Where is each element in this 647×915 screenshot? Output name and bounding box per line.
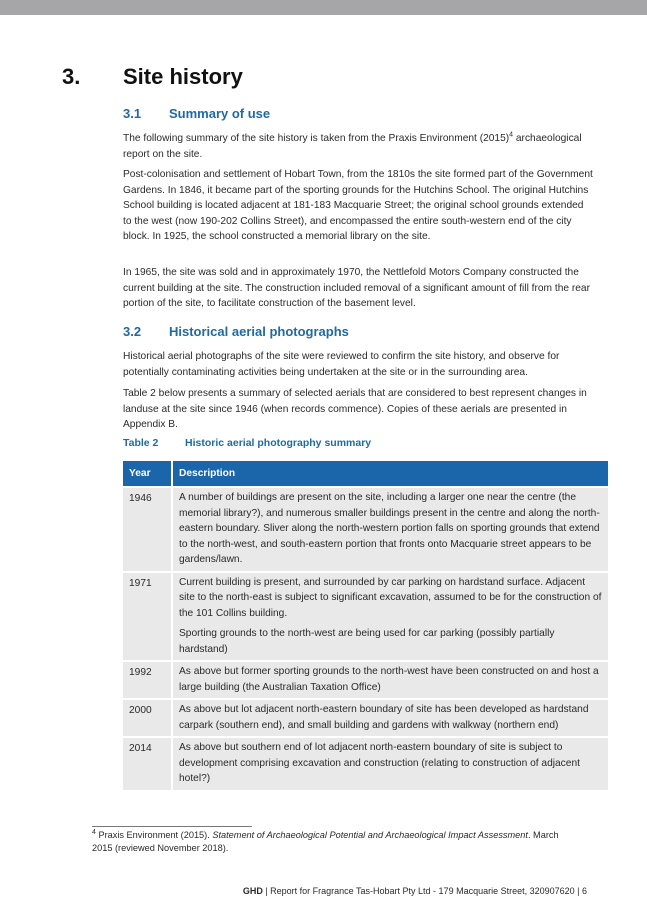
footer-brand: GHD — [242, 886, 263, 896]
page-footer — [243, 886, 587, 896]
column-header-year: Year — [123, 461, 171, 486]
table-caption-number: Table 2 — [123, 437, 159, 449]
heading-3-1 — [123, 106, 270, 121]
footnote-separator — [92, 826, 252, 827]
cell-year: 2014 — [123, 738, 171, 790]
section-title: Site history — [123, 64, 243, 89]
paragraph-intro — [123, 131, 593, 162]
cell-description — [171, 700, 608, 736]
table-row — [123, 573, 608, 661]
table-caption — [123, 437, 371, 449]
footnote-rest: . March 2015 (reviewed November 2018). — [92, 830, 559, 853]
cell-description — [171, 738, 608, 790]
description-paragraph: As above but lot adjacent north-eastern boundary of site has been developed as hardstand carpark (southern end), and small building and gardens with walkway (northern end) — [179, 704, 589, 731]
table-row — [123, 738, 608, 790]
aerial-photography-table — [123, 459, 608, 792]
cell-description — [171, 573, 608, 661]
paragraph-text: The following summary of the site history is taken from the Praxis Environment (2015) — [123, 133, 510, 144]
paragraph-table-intro: Table 2 below presents a summary of selected aerials that are considered to best represent changes in landuse at the site since 1946 (when records commence). Copies of these aerials are presented in Appendix B. — [123, 388, 587, 430]
table-caption-title: Historic aerial photography summary — [185, 437, 372, 449]
cell-description — [171, 662, 608, 698]
table-row — [123, 700, 608, 736]
paragraph-nettlefold: In 1965, the site was sold and in approximately 1970, the Nettlefold Motors Company constructed the current building at the site. The construction included removal of a significant amount of fill from the rear portion of the site, to facilitate construction of the basement level. — [123, 267, 590, 309]
description-paragraph: Sporting grounds to the north-west are being used for car parking (possibly partially hardstand) — [179, 628, 555, 655]
paragraph-text: archaeological report on the site. — [123, 133, 582, 160]
top-banner — [0, 0, 647, 15]
heading-title: Summary of use — [169, 106, 271, 121]
paragraph-aerial-review: Historical aerial photographs of the site were reviewed to confirm the site history, and observe for potentially contaminating activities being undertaken at the site or in the surrounding area. — [123, 351, 560, 378]
description-paragraph: A number of buildings are present on the site, including a larger one near the centre (the memorial library?), and numerous smaller buildings present in the centre and along the north-eastern boundary. Sliver along the north-western portion falls on sporting grounds that extend to the north-west, and south-eastern portion that fronts onto Macquarie street appears to be gardens/lawn. — [179, 492, 600, 565]
cell-year: 1992 — [123, 662, 171, 698]
paragraph-post-colonisation: Post-colonisation and settlement of Hobart Town, from the 1810s the site formed part of the Government Gardens. In 1846, it became part of the sporting grounds for the Hutchins School. The original Hutchins School building is located adjacent at 181-183 Macquarie Street; the original school grounds extended to the west (now 190-202 Collins Street), and encompassed the entire south-western end of the city block. In 1925, the school constructed a memorial library on the site. — [123, 169, 593, 242]
footnote-ref[interactable]: 4 — [509, 131, 514, 139]
cell-year: 1971 — [123, 573, 171, 661]
cell-year: 2000 — [123, 700, 171, 736]
footer-text: | Report for Fragrance Tas-Hobart Pty Ltd - 179 Macquarie Street, 320907620 | 6 — [262, 886, 587, 896]
description-paragraph: As above but southern end of lot adjacent north-eastern boundary of site is subject to development comprising excavation and construction (relating to construction of adjacent hotel?) — [179, 742, 580, 784]
footnote — [92, 829, 572, 855]
table-row — [123, 662, 608, 698]
table-row — [123, 488, 608, 571]
section-number: 3. — [62, 64, 81, 89]
heading-number: 3.1 — [123, 106, 142, 121]
cell-year: 1946 — [123, 488, 171, 571]
column-header-description: Description — [171, 461, 608, 486]
heading-3-2 — [123, 324, 349, 339]
table-header-row — [123, 461, 608, 486]
description-paragraph: As above but former sporting grounds to the north-west have been constructed on and host a large building (the Australian Taxation Office) — [179, 666, 599, 693]
heading-number: 3.2 — [123, 324, 142, 339]
footnote-mark: 4 — [92, 828, 96, 836]
footnote-author: Praxis Environment (2015). — [95, 830, 213, 840]
description-paragraph: Current building is present, and surrounded by car parking on hardstand surface. Adjacent site to the north-east is subject to significant excavation, assumed to be for the construction of the 101 Collins building. — [179, 576, 602, 619]
cell-description — [171, 488, 608, 571]
footnote-title: Statement of Archaeological Potential and Archaeological Impact Assessment — [212, 830, 528, 840]
heading-title: Historical aerial photographs — [169, 324, 349, 339]
